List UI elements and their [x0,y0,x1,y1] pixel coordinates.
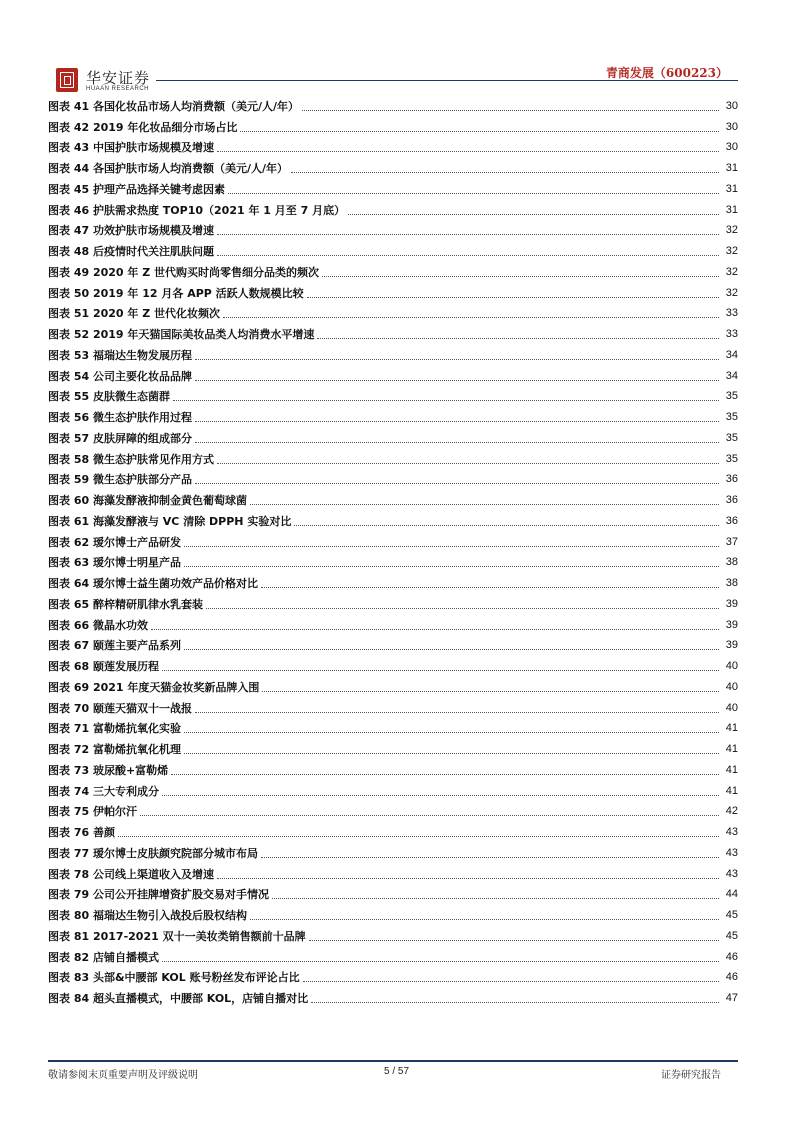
toc-entry[interactable] [48,885,738,906]
toc-entry[interactable] [48,138,738,159]
toc-entry[interactable] [48,96,738,117]
toc-entry[interactable] [48,947,738,968]
toc-entry-label[interactable]: 图表 64 瑷尔博士益生菌功效产品价格对比 [48,577,258,591]
logo-text: 华安证券 [86,69,151,87]
toc-entry-page[interactable]: 35 [725,390,738,403]
toc-entry[interactable] [48,760,738,781]
toc-entry-page[interactable]: 43 [725,826,738,839]
toc-entry[interactable] [48,387,738,408]
toc-entry-page[interactable]: 36 [725,494,738,507]
toc-entry-page[interactable]: 32 [725,245,738,258]
toc-dot-leader [217,255,719,256]
toc-entry-label[interactable]: 图表 82 店铺自播模式 [48,950,159,964]
toc-entry[interactable] [48,864,738,885]
toc-entry-label[interactable]: 图表 63 瑷尔博士明星产品 [48,556,181,570]
toc-entry[interactable] [48,988,738,1009]
toc-dot-leader [223,317,719,318]
toc-entry-page[interactable]: 33 [725,307,738,320]
toc-entry-page[interactable]: 38 [725,577,738,590]
toc-dot-leader [317,338,719,339]
toc-dot-leader [217,463,719,464]
toc-dot-leader [250,504,719,505]
toc-dot-leader [184,753,719,754]
toc-entry-label[interactable]: 图表 58 微生态护肤常见作用方式 [48,452,214,466]
toc-dot-leader [261,857,719,858]
toc-entry-label[interactable]: 图表 74 三大专利成分 [48,784,159,798]
toc-dot-leader [118,836,719,837]
toc-entry[interactable] [48,158,738,179]
toc-entry-label[interactable]: 图表 67 颐莲主要产品系列 [48,639,181,653]
toc-dot-leader [217,151,719,152]
page-number: 5 / 57 [383,1066,410,1077]
toc-entry-page[interactable]: 31 [725,203,738,216]
toc-entry-page[interactable]: 40 [725,660,738,673]
toc-entry-label[interactable]: 图表 81 2017-2021 双十一美妆类销售额前十品牌 [48,929,306,943]
toc-entry-label[interactable]: 图表 41 各国化妆品市场人均消费额（美元/人/年） [48,99,300,113]
toc-entry-page[interactable]: 32 [725,286,738,299]
toc-dot-leader [291,172,719,173]
toc-entry-page[interactable]: 37 [725,535,738,548]
toc-entry[interactable] [48,470,738,491]
toc-dot-leader [206,608,719,609]
toc-entry-label[interactable]: 图表 65 醉梓精研肌律水乳套装 [48,597,203,611]
toc-dot-leader [217,878,719,879]
toc-entry-label[interactable]: 图表 80 福瑞达生物引入战投后股权结构 [48,909,247,923]
toc-entry-label[interactable]: 图表 75 伊帕尔汗 [48,805,137,819]
toc-entry[interactable] [48,366,738,387]
toc-entry-label[interactable]: 图表 62 瑷尔博士产品研发 [48,535,181,549]
toc-entry[interactable] [48,781,738,802]
toc-entry[interactable] [48,656,738,677]
toc-entry[interactable] [48,615,738,636]
toc-dot-leader [217,234,719,235]
toc-dot-leader [140,815,719,816]
toc-dot-leader [228,193,719,194]
toc-entry-label[interactable]: 图表 56 微生态护肤作用过程 [48,411,192,425]
header-divider [156,80,738,81]
toc-entry-label[interactable]: 图表 48 后疫情时代关注肌肤问题 [48,245,214,259]
toc-entry-label[interactable]: 图表 66 微晶水功效 [48,618,148,632]
toc-entry[interactable] [48,719,738,740]
toc-entry-page[interactable]: 46 [725,971,738,984]
toc-entry-label[interactable]: 图表 60 海藻发酵液抑制金黄色葡萄球菌 [48,494,247,508]
toc-dot-leader [195,483,719,484]
toc-entry-page[interactable]: 44 [725,888,738,901]
toc-entry[interactable] [48,221,738,242]
toc-entry-label[interactable]: 图表 78 公司线上渠道收入及增速 [48,867,214,881]
toc-entry-page[interactable]: 32 [725,224,738,237]
toc-entry-page[interactable]: 47 [725,992,738,1005]
toc-entry[interactable] [48,573,738,594]
toc-entry-page[interactable]: 36 [725,473,738,486]
toc-entry-page[interactable]: 35 [725,431,738,444]
toc-entry-label[interactable]: 图表 45 护理产品选择关键考虑因素 [48,182,225,196]
toc-dot-leader [184,732,719,733]
toc-entry-label[interactable]: 图表 47 功效护肤市场规模及增速 [48,224,214,238]
figure-index-list [48,96,738,1009]
toc-entry[interactable] [48,324,738,345]
toc-entry-label[interactable]: 图表 77 瑷尔博士皮肤颜究院部分城市布局 [48,846,258,860]
toc-entry-page[interactable]: 40 [725,701,738,714]
toc-entry-label[interactable]: 图表 52 2019 年天猫国际美妆品类人均消费水平增速 [48,328,315,342]
toc-entry-label[interactable]: 图表 68 颐莲发展历程 [48,660,159,674]
toc-dot-leader [348,214,719,215]
toc-dot-leader [195,421,719,422]
toc-entry[interactable] [48,636,738,657]
toc-entry[interactable] [48,968,738,989]
toc-entry[interactable] [48,241,738,262]
toc-entry-page[interactable]: 30 [725,141,738,154]
toc-entry-page[interactable]: 45 [725,909,738,922]
toc-entry[interactable] [48,511,738,532]
toc-entry-page[interactable]: 43 [725,867,738,880]
toc-entry[interactable] [48,428,738,449]
toc-entry-label[interactable]: 图表 73 玻尿酸+富勒烯 [48,763,169,777]
toc-entry[interactable] [48,283,738,304]
toc-entry-label[interactable]: 图表 61 海藻发酵液与 VC 清除 DPPH 实验对比 [48,514,292,528]
toc-entry-label[interactable]: 图表 54 公司主要化妆品品牌 [48,369,192,383]
toc-entry-page[interactable]: 39 [725,597,738,610]
toc-entry-label[interactable]: 图表 51 2020 年 Z 世代化妆频次 [48,307,221,321]
toc-dot-leader [184,566,719,567]
toc-entry[interactable] [48,490,738,511]
toc-entry[interactable] [48,926,738,947]
toc-entry-page[interactable]: 34 [725,369,738,382]
toc-dot-leader [184,546,719,547]
toc-entry[interactable] [48,304,738,325]
toc-dot-leader [162,961,719,962]
toc-dot-leader [195,712,719,713]
toc-dot-leader [262,691,719,692]
toc-entry[interactable] [48,200,738,221]
toc-entry-label[interactable]: 图表 50 2019 年 12 月各 APP 活跃人数规模比较 [48,286,304,300]
toc-entry-page[interactable]: 41 [725,763,738,776]
toc-entry-page[interactable]: 39 [725,618,738,631]
toc-entry-label[interactable]: 图表 72 富勒烯抗氧化机理 [48,743,181,757]
toc-entry-page[interactable]: 30 [725,120,738,133]
toc-entry[interactable] [48,905,738,926]
company-title: 青商发展（600223） [605,66,728,80]
toc-entry-label[interactable]: 图表 79 公司公开挂牌增资扩股交易对手情况 [48,888,269,902]
toc-dot-leader [171,774,719,775]
toc-entry-label[interactable]: 图表 57 皮肤屏障的组成部分 [48,431,192,445]
toc-dot-leader [294,525,719,526]
toc-entry-label[interactable]: 图表 46 护肤需求热度 TOP10（2021 年 1 月至 7 月底） [48,203,346,217]
toc-entry[interactable] [48,179,738,200]
toc-entry-label[interactable]: 图表 83 头部&中腰部 KOL 账号粉丝发布评论占比 [48,971,300,985]
toc-dot-leader [240,131,719,132]
toc-entry-page[interactable]: 46 [725,950,738,963]
toc-entry[interactable] [48,117,738,138]
toc-entry[interactable] [48,698,738,719]
toc-entry-page[interactable]: 32 [725,265,738,278]
toc-entry-label[interactable]: 图表 71 富勒烯抗氧化实验 [48,722,181,736]
toc-entry-page[interactable]: 45 [725,929,738,942]
report-type: 证券研究报告 [661,1070,721,1081]
toc-entry-label[interactable]: 图表 59 微生态护肤部分产品 [48,473,192,487]
toc-entry-page[interactable]: 41 [725,722,738,735]
toc-entry-page[interactable]: 31 [725,162,738,175]
toc-entry-page[interactable]: 30 [725,99,738,112]
toc-entry[interactable] [48,553,738,574]
toc-entry-label[interactable]: 图表 55 皮肤微生态菌群 [48,390,170,404]
toc-entry-label[interactable]: 图表 49 2020 年 Z 世代购买时尚零售细分品类的频次 [48,265,320,279]
toc-entry-page[interactable]: 33 [725,328,738,341]
toc-entry-label[interactable]: 图表 43 中国护肤市场规模及增速 [48,141,214,155]
disclaimer-note: 敬请参阅末页重要声明及评级说明 [48,1070,198,1081]
toc-dot-leader [250,919,719,920]
toc-entry[interactable] [48,843,738,864]
toc-entry[interactable] [48,262,738,283]
toc-dot-leader [322,276,719,277]
toc-entry-page[interactable]: 36 [725,514,738,527]
toc-entry-page[interactable]: 35 [725,452,738,465]
toc-dot-leader [195,359,719,360]
toc-entry[interactable] [48,532,738,553]
toc-entry[interactable] [48,449,738,470]
toc-dot-leader [184,649,719,650]
toc-dot-leader [173,400,719,401]
toc-entry-label[interactable]: 图表 76 善颜 [48,826,115,840]
toc-entry-label[interactable]: 图表 42 2019 年化妆品细分市场占比 [48,120,238,134]
toc-entry-page[interactable]: 42 [725,805,738,818]
toc-dot-leader [303,981,719,982]
toc-entry-page[interactable]: 34 [725,348,738,361]
toc-entry[interactable] [48,407,738,428]
toc-entry[interactable] [48,345,738,366]
toc-dot-leader [151,629,719,630]
page-header [48,64,738,100]
toc-entry-label[interactable]: 图表 53 福瑞达生物发展历程 [48,348,192,362]
toc-entry-page[interactable]: 35 [725,411,738,424]
toc-entry-page[interactable]: 31 [725,182,738,195]
toc-entry-page[interactable]: 41 [725,743,738,756]
toc-entry[interactable] [48,677,738,698]
toc-dot-leader [195,380,719,381]
toc-entry-label[interactable]: 图表 70 颐莲天猫双十一战报 [48,701,192,715]
toc-entry[interactable] [48,739,738,760]
toc-dot-leader [261,587,719,588]
toc-entry-label[interactable]: 图表 69 2021 年度天猫金妆奖新品牌入围 [48,680,260,694]
toc-entry-page[interactable]: 41 [725,784,738,797]
footer-divider [48,1060,738,1062]
toc-entry-page[interactable]: 39 [725,639,738,652]
toc-entry-label[interactable]: 图表 44 各国护肤市场人均消费额（美元/人/年） [48,162,289,176]
toc-entry-page[interactable]: 43 [725,846,738,859]
toc-dot-leader [307,297,719,298]
toc-dot-leader [162,795,719,796]
toc-entry-page[interactable]: 38 [725,556,738,569]
huaan-logo-icon [56,68,78,92]
toc-entry-page[interactable]: 40 [725,680,738,693]
logo-subtitle: HUAAN RESEARCH [86,86,150,92]
toc-entry[interactable] [48,594,738,615]
toc-entry-label[interactable]: 图表 84 超头直播模式，中腰部 KOL，店铺自播对比 [48,992,309,1006]
toc-dot-leader [195,442,719,443]
toc-dot-leader [309,940,719,941]
toc-dot-leader [162,670,719,671]
toc-dot-leader [311,1002,719,1003]
toc-dot-leader [302,110,719,111]
toc-entry[interactable] [48,802,738,823]
toc-entry[interactable] [48,822,738,843]
toc-dot-leader [272,898,719,899]
